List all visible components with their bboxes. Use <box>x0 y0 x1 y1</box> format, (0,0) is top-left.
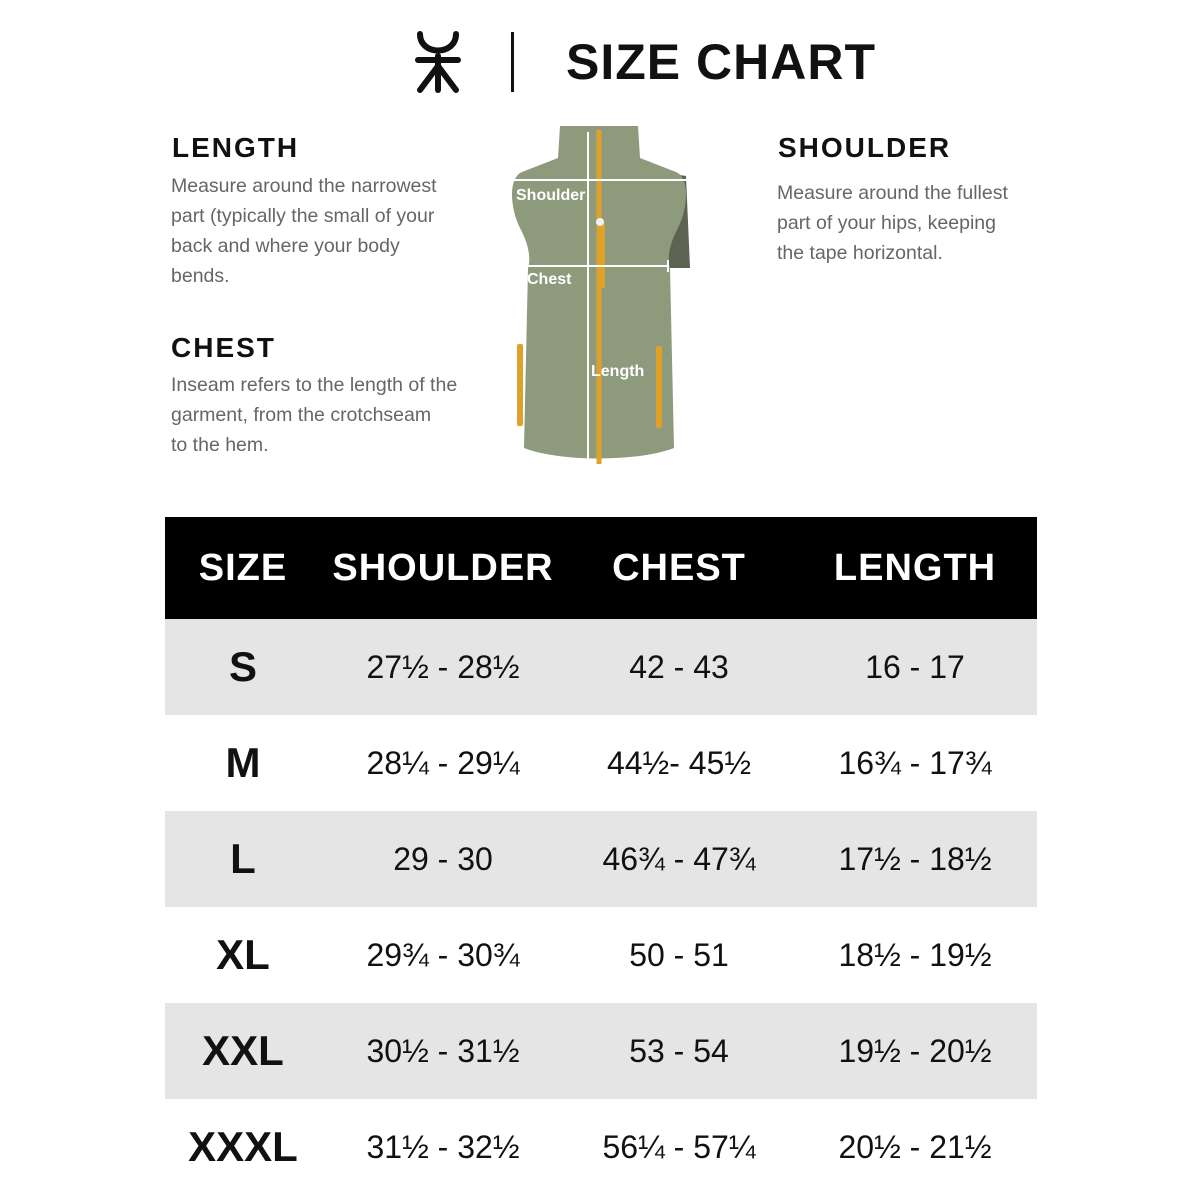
chest-description <box>171 370 457 460</box>
chest-logo-icon <box>596 218 604 226</box>
length-cell: 19½ - 20½ <box>838 1032 992 1069</box>
shoulder-cell: 27½ - 28½ <box>366 648 520 685</box>
table-row <box>165 811 1037 907</box>
table-row <box>165 619 1037 715</box>
vest-label-chest: Chest <box>527 271 572 288</box>
shoulder-cell: 30½ - 31½ <box>366 1032 520 1069</box>
page-title: SIZE CHART <box>566 34 876 90</box>
table-row <box>165 1099 1037 1195</box>
chest-cell: 53 - 54 <box>629 1032 729 1069</box>
length-description-line: Measure around the narrowest <box>171 175 437 197</box>
length-description-line: bends. <box>171 265 230 287</box>
chest-cell: 42 - 43 <box>629 648 729 685</box>
chest-description-line: garment, from the crotchseam <box>171 404 432 426</box>
vest-label-shoulder: Shoulder <box>516 187 586 204</box>
brand-logo-icon <box>412 26 464 96</box>
size-cell: XL <box>216 931 270 978</box>
size-cell: L <box>230 835 256 882</box>
table-row <box>165 1003 1037 1099</box>
shoulder-description-line: the tape horizontal. <box>777 242 943 264</box>
shoulder-cell: 29 - 30 <box>393 840 493 877</box>
length-cell: 18½ - 19½ <box>838 936 992 973</box>
shoulder-description <box>777 178 1008 268</box>
shoulder-cell: 29¾ - 30¾ <box>366 936 520 973</box>
shoulder-description-line: Measure around the fullest <box>777 182 1008 204</box>
shoulder-description-line: part of your hips, keeping <box>777 212 996 234</box>
size-table <box>165 517 1037 1195</box>
size-cell: S <box>228 643 257 690</box>
header-shoulder: SHOULDER <box>332 546 554 589</box>
chest-cell: 46¾ - 47¾ <box>602 840 756 877</box>
table-row <box>165 907 1037 1003</box>
length-cell: 16¾ - 17¾ <box>838 744 992 781</box>
size-cell: M <box>225 739 261 786</box>
chest-title: CHEST <box>171 332 276 363</box>
length-description <box>171 171 437 291</box>
length-description-line: back and where your body <box>171 235 400 257</box>
length-cell: 20½ - 21½ <box>838 1128 992 1165</box>
length-title: LENGTH <box>172 132 300 163</box>
chest-cell: 50 - 51 <box>629 936 729 973</box>
vest-label-length: Length <box>591 363 645 380</box>
shoulder-cell: 28¼ - 29¼ <box>366 744 520 781</box>
size-cell: XXL <box>202 1027 284 1074</box>
table-header-row <box>165 517 1037 619</box>
header-length: LENGTH <box>833 546 997 589</box>
header-size: SIZE <box>198 546 288 589</box>
shoulder-cell: 31½ - 32½ <box>366 1128 520 1165</box>
chest-description-line: Inseam refers to the length of the <box>171 374 458 396</box>
left-pocket-zipper <box>517 344 523 426</box>
chest-pocket-zipper <box>598 222 605 288</box>
chest-cell: 44½- 45½ <box>606 744 752 781</box>
vest-illustration <box>498 118 702 470</box>
right-pocket-zipper <box>656 346 662 428</box>
chest-cell: 56¼ - 57¼ <box>602 1128 756 1165</box>
header <box>0 0 1200 110</box>
header-divider <box>511 32 514 92</box>
length-cell: 17½ - 18½ <box>838 840 992 877</box>
chest-description-line: to the hem. <box>171 434 269 456</box>
length-description-line: part (typically the small of your <box>171 205 435 227</box>
length-cell: 16 - 17 <box>865 648 965 685</box>
table-row <box>165 715 1037 811</box>
header-chest: CHEST <box>612 546 746 589</box>
size-cell: XXXL <box>188 1123 298 1170</box>
shoulder-title: SHOULDER <box>778 132 952 163</box>
